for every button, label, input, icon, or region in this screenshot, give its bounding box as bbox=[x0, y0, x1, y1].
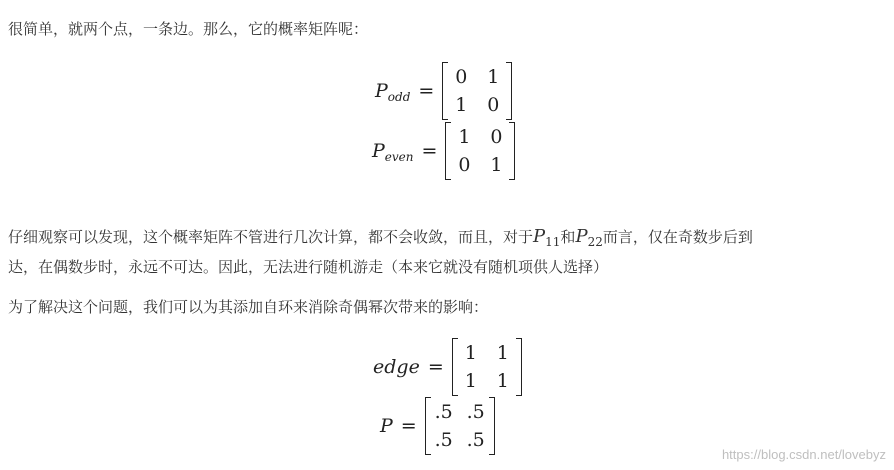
matrix-cell: .5 bbox=[466, 429, 485, 451]
observation-text-and: 和 bbox=[560, 228, 576, 246]
matrix-cell: .5 bbox=[466, 401, 485, 423]
equation-lhs: $P_{even}$ bbox=[372, 140, 414, 164]
matrix-cell: 1 bbox=[496, 370, 509, 392]
matrix-cell: 1 bbox=[464, 370, 477, 392]
equals-sign: = bbox=[421, 140, 438, 162]
equation-lhs: P bbox=[380, 415, 393, 437]
math-symbol-p11: $P_{11}$ bbox=[533, 226, 561, 249]
matrix-cell: 0 bbox=[490, 126, 503, 148]
matrix-cell: 0 bbox=[458, 154, 471, 176]
matrix-cell: 0 bbox=[487, 94, 500, 116]
equation-edge bbox=[373, 338, 522, 396]
matrix-cell: 1 bbox=[487, 66, 500, 88]
equation-lhs: $P_{odd}$ bbox=[375, 80, 411, 104]
observation-text-before: 仔细观察可以发现，这个概率矩阵不管进行几次计算，都不会收敛，而且，对于 bbox=[8, 228, 534, 246]
equation-lhs: edge bbox=[373, 356, 420, 378]
equals-sign: = bbox=[427, 356, 444, 378]
matrix-cell: 0 bbox=[455, 66, 468, 88]
matrix-p bbox=[425, 397, 495, 455]
matrix-cell: 1 bbox=[496, 342, 509, 364]
matrix-cell: .5 bbox=[434, 401, 453, 423]
matrix-cell: .5 bbox=[434, 429, 453, 451]
conclusion-paragraph: 达，在偶数步时，永远不可达。因此，无法进行随机游走（本来它就没有随机项供人选择） bbox=[8, 258, 609, 276]
equation-p-even bbox=[372, 122, 515, 180]
solution-paragraph: 为了解决这个问题，我们可以为其添加自环来消除奇偶幂次带来的影响： bbox=[8, 298, 489, 316]
watermark: https://blog.csdn.net/lovebyz bbox=[721, 447, 886, 462]
observation-text-after: 而言，仅在奇数步后到 bbox=[602, 228, 753, 246]
matrix-p-even bbox=[445, 122, 515, 180]
observation-paragraph bbox=[8, 224, 888, 251]
equation-p-odd bbox=[375, 62, 512, 120]
matrix-cell: 1 bbox=[490, 154, 503, 176]
equals-sign: = bbox=[418, 80, 435, 102]
matrix-cell: 1 bbox=[455, 94, 468, 116]
matrix-cell: 1 bbox=[458, 126, 471, 148]
matrix-cell: 1 bbox=[464, 342, 477, 364]
matrix-edge bbox=[452, 338, 522, 396]
matrix-p-odd bbox=[442, 62, 512, 120]
equation-p bbox=[380, 397, 495, 455]
equals-sign: = bbox=[400, 415, 417, 437]
math-symbol-p22: $P_{22}$ bbox=[575, 226, 603, 249]
intro-paragraph: 很简单，就两个点，一条边。那么，它的概率矩阵呢： bbox=[8, 20, 369, 38]
